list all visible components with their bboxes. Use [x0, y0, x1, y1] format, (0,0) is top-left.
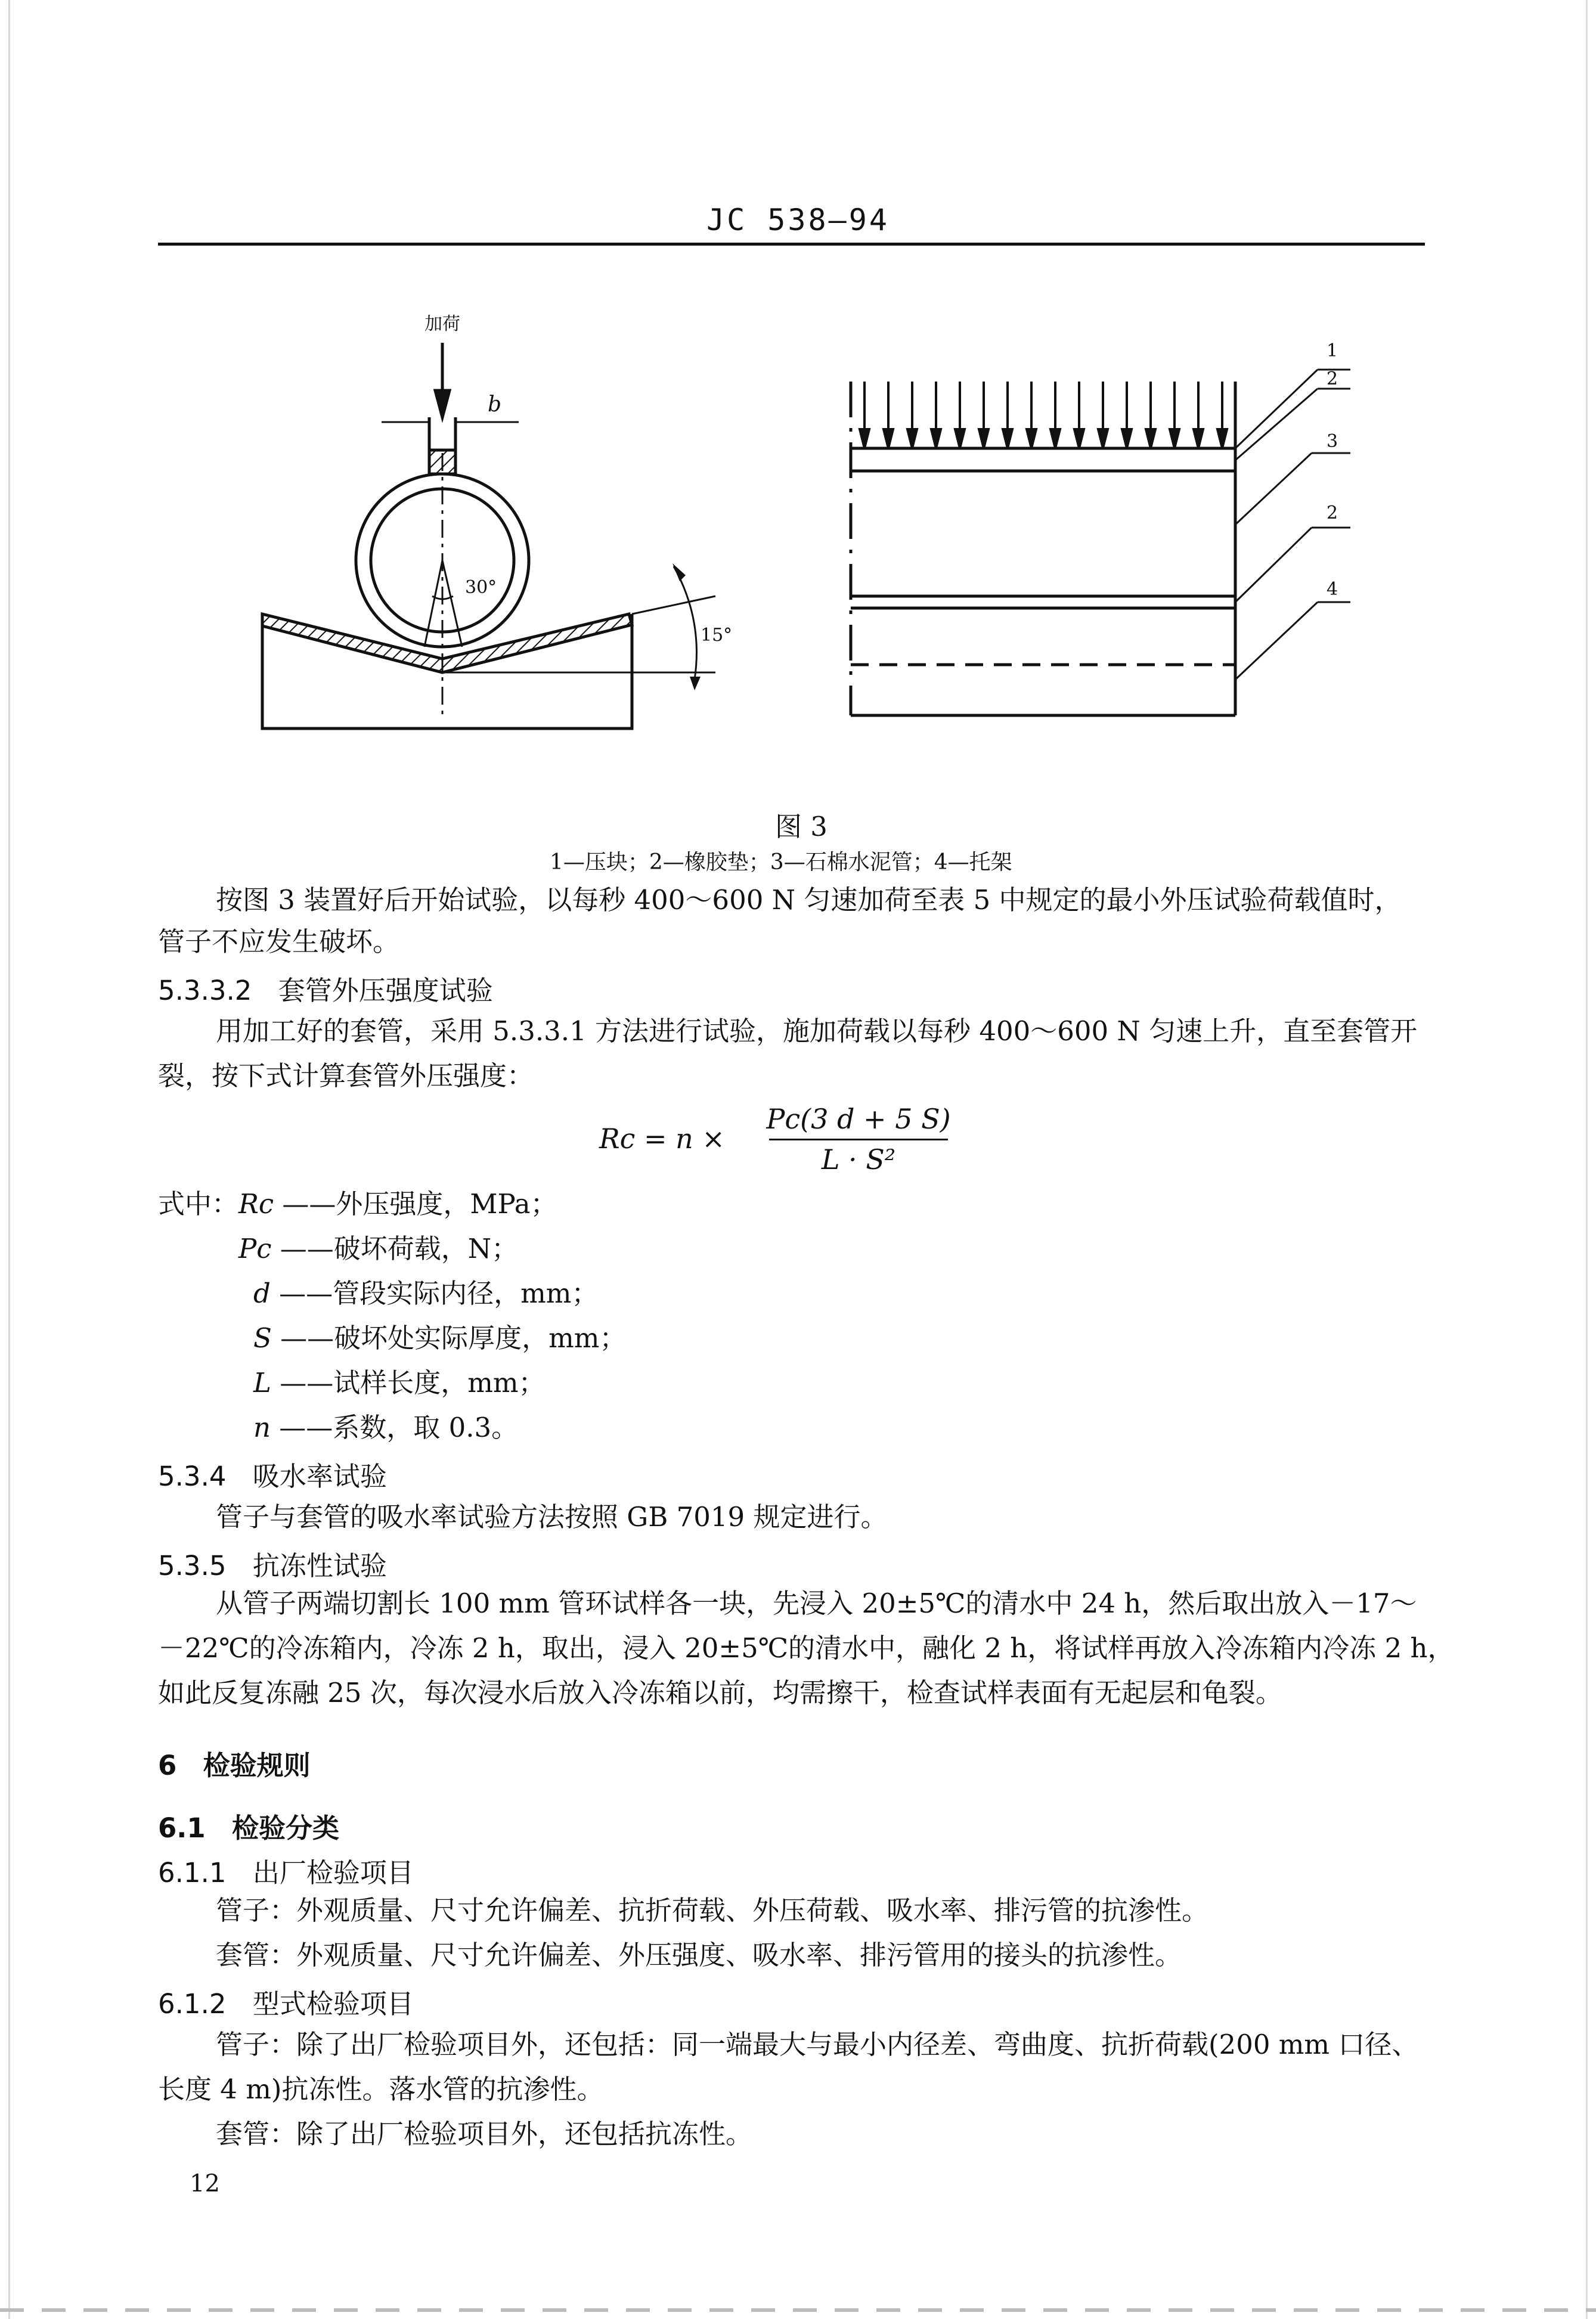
callout-4: 4: [1327, 579, 1338, 600]
s6-number: 6: [158, 1750, 177, 1781]
where-desc-n: ——系数，取 0.3。: [279, 1412, 519, 1443]
rubber-pad: [262, 614, 632, 672]
where-sym-d: d: [253, 1278, 271, 1309]
formula-fraction-bar: [769, 1139, 948, 1140]
s534-text: 管子与套管的吸水率试验方法按照 GB 7019 规定进行。: [216, 1501, 888, 1533]
para1-line2: 管子不应发生破坏。: [158, 926, 400, 957]
angle-15-label: 15°: [701, 625, 733, 646]
para2-line2: 裂，按下式计算套管外压强度：: [158, 1060, 534, 1092]
where-sym-n: n: [253, 1412, 271, 1443]
distributed-load-arrows: [860, 382, 1227, 448]
callout-2b: 2: [1327, 503, 1338, 523]
where-desc-l: ——试样长度，mm；: [280, 1367, 546, 1399]
where-prefix: 式中：: [158, 1188, 239, 1220]
page-number: 12: [190, 2170, 220, 2197]
angle-15-ref: [632, 596, 715, 614]
where-desc-s: ——破坏处实际厚度，mm；: [280, 1322, 627, 1354]
dimension-b: b: [488, 392, 502, 417]
formula-denominator: L · S²: [821, 1143, 896, 1176]
load-label: 加荷: [424, 314, 460, 334]
formula-lhs: Rc = n ×: [599, 1123, 725, 1155]
s61-number: 6.1: [158, 1812, 206, 1844]
load-arrow-head: [435, 390, 450, 417]
document-code-header: JC 538—94: [706, 203, 890, 237]
callout-1: 1: [1327, 340, 1338, 361]
s6-title: 检验规则: [203, 1750, 311, 1781]
s5332-title: 套管外压强度试验: [278, 975, 493, 1006]
callout-leaders: [1235, 370, 1350, 680]
side-view-diagram: [851, 340, 1350, 715]
where-sym-s: S: [253, 1322, 272, 1354]
para2-line1: 用加工好的套管，采用 5.3.3.1 方法进行试验，施加荷载以每秒 400～600 N 匀速上升，直至套管开: [216, 1015, 1418, 1047]
s534-number: 5.3.4: [158, 1461, 227, 1492]
s611-pipe: 管子：外观质量、尺寸允许偏差、抗折荷载、外压荷载、吸水率、排污管的抗渗性。: [216, 1895, 1209, 1926]
s612-number: 6.1.2: [158, 1988, 227, 2020]
scan-edge-bottom: [0, 2308, 1596, 2312]
formula-numerator: Pc(3 d + 5 S): [766, 1103, 951, 1135]
s535-title: 抗冻性试验: [252, 1550, 387, 1582]
angle-ray-right: [442, 560, 462, 647]
figure-caption: 图 3: [775, 811, 828, 842]
s5332-number: 5.3.3.2: [158, 975, 252, 1006]
where-sym-l: L: [253, 1367, 271, 1399]
s611-sleeve: 套管：外观质量、尺寸允许偏差、外压强度、吸水率、排污管用的接头的抗渗性。: [216, 1939, 1182, 1971]
angle-15-arc: [674, 566, 696, 680]
s611-title: 出厂检验项目: [252, 1857, 414, 1889]
s535-line3: 如此反复冻融 25 次，每次浸水后放入冷冻箱以前，均需擦干，检查试样表面有无起层和龟裂。: [158, 1677, 1282, 1709]
where-desc-d: ——管段实际内径，mm；: [279, 1278, 599, 1309]
angle-15-arrow-top: [673, 563, 686, 581]
where-sym-pc: Pc: [238, 1233, 272, 1264]
callout-2a: 2: [1327, 368, 1338, 389]
s534-title: 吸水率试验: [252, 1461, 387, 1492]
s611-number: 6.1.1: [158, 1857, 227, 1889]
figure-legend: 1—压块；2—橡胶垫；3—石棉水泥管；4—托架: [550, 850, 1012, 875]
angle-15-arrow-bottom: [690, 677, 701, 690]
figure-3: [0, 0, 1596, 847]
where-desc-rc: ——外压强度，MPa；: [282, 1188, 557, 1220]
angle-ray-left: [424, 560, 442, 647]
s612-pipe-line2: 长度 4 m)抗冻性。落水管的抗渗性。: [158, 2073, 604, 2105]
callout-3: 3: [1327, 431, 1338, 452]
para1-line1: 按图 3 装置好后开始试验，以每秒 400～600 N 匀速加荷至表 5 中规定的最小外压试验荷载值时，: [216, 884, 1402, 916]
s61-title: 检验分类: [232, 1812, 340, 1844]
s535-line1: 从管子两端切割长 100 mm 管环试样各一块，先浸入 20±5℃的清水中 24 h，然后取出放入－17～: [216, 1588, 1417, 1619]
s612-title: 型式检验项目: [252, 1988, 414, 2020]
where-desc-pc: ——破坏荷载，N；: [280, 1233, 519, 1264]
s535-line2: －22℃的冷冻箱内，冷冻 2 h，取出，浸入 20±5℃的清水中，融化 2 h，将试样再放入冷冻箱内冷冻 2 h，: [158, 1632, 1455, 1664]
s535-number: 5.3.5: [158, 1550, 227, 1582]
where-sym-rc: Rc: [238, 1188, 274, 1220]
angle-30-label: 30°: [465, 577, 497, 598]
s612-sleeve: 套管：除了出厂检验项目外，还包括抗冻性。: [216, 2118, 753, 2150]
s612-pipe-line1: 管子：除了出厂检验项目外，还包括：同一端最大与最小内径差、弯曲度、抗折荷载(200 mm 口径、: [216, 2029, 1419, 2060]
pipe-crush-test-diagram: [262, 314, 732, 728]
